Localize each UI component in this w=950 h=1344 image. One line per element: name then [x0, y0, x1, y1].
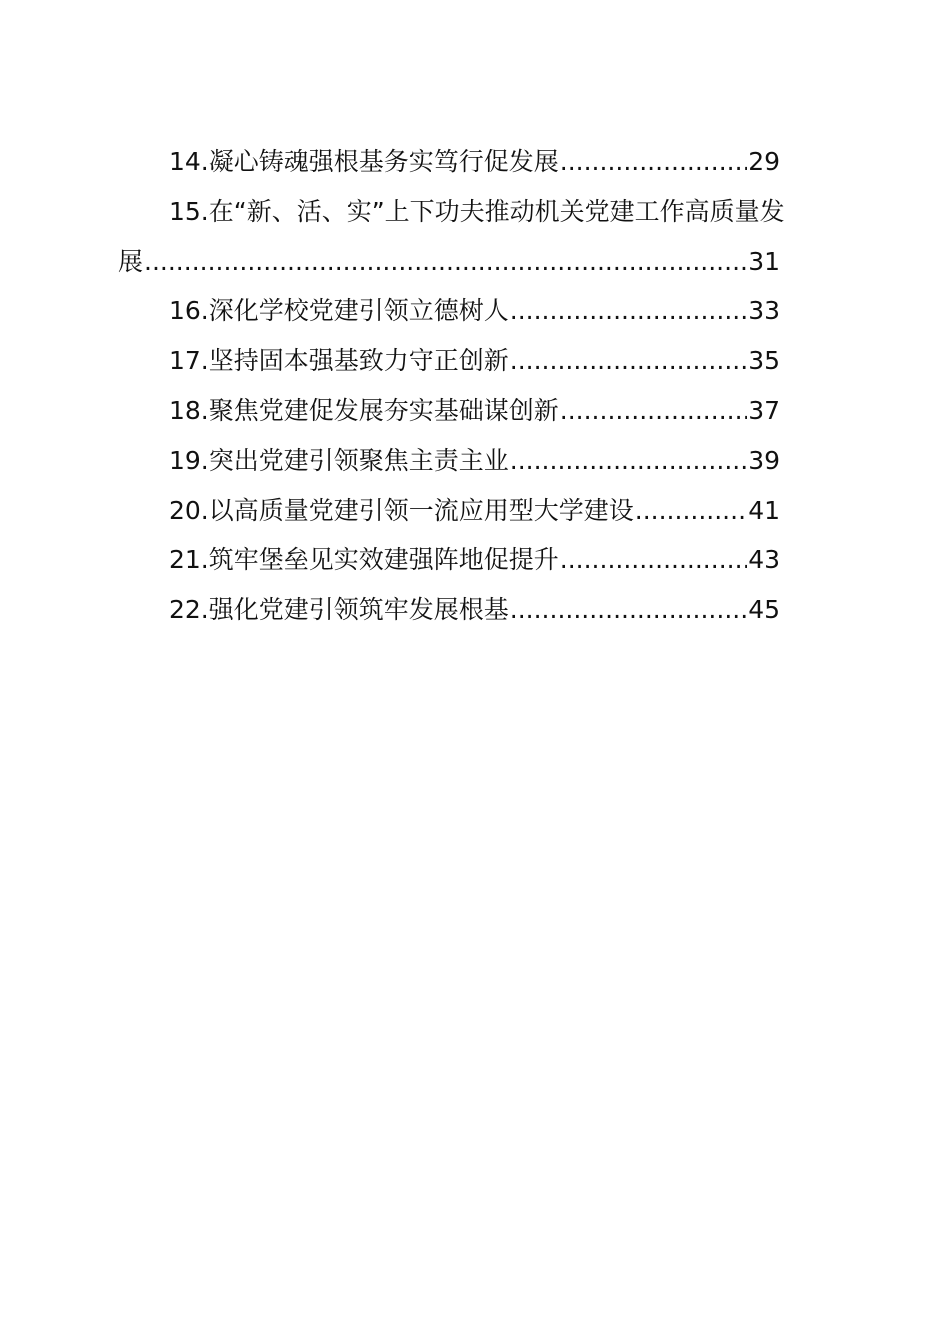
dot-leader: [510, 436, 747, 486]
toc-entry-page: 41: [748, 495, 780, 525]
toc-entry-title: 17.坚持固本强基致力守正创新: [169, 346, 509, 376]
toc-entry[interactable]: [118, 137, 780, 187]
dot-leader: [510, 585, 747, 635]
dot-leader: [144, 237, 747, 287]
toc-entry[interactable]: [118, 585, 780, 635]
dot-leader: [510, 336, 747, 386]
toc-entry-title: 18.聚焦党建促发展夯实基础谋创新: [169, 395, 559, 425]
toc-entry-title-line2: 展: [118, 246, 144, 276]
dot-leader: [510, 286, 747, 336]
toc-entry[interactable]: [118, 486, 780, 536]
table-of-contents: [118, 137, 785, 635]
toc-entry-page: 39: [748, 445, 780, 475]
dot-leader: [560, 386, 747, 436]
toc-entry-title: 22.强化党建引领筑牢发展根基: [169, 595, 509, 625]
toc-entry[interactable]: [118, 535, 780, 585]
toc-entry[interactable]: [118, 336, 780, 386]
toc-entry-page: 37: [748, 395, 780, 425]
toc-entry-page: 31: [748, 246, 780, 276]
toc-entry-page: 45: [748, 595, 780, 625]
toc-entry-title-line1[interactable]: 15.在“新、活、实”上下功夫推动机关党建工作高质量发: [169, 196, 785, 226]
dot-leader: [560, 137, 747, 187]
dot-leader: [560, 535, 747, 585]
toc-entry[interactable]: [118, 436, 780, 486]
toc-entry-title: 14.凝心铸魂强根基务实笃行促发展: [169, 147, 559, 176]
toc-entry[interactable]: [118, 237, 780, 287]
toc-entry-page: 43: [748, 545, 780, 575]
toc-entry-page: 33: [748, 296, 780, 326]
toc-entry-title: 21.筑牢堡垒见实效建强阵地促提升: [169, 545, 559, 575]
toc-entry-title: 20.以高质量党建引领一流应用型大学建设: [169, 495, 634, 525]
dot-leader: [635, 486, 747, 536]
toc-entry-title: 19.突出党建引领聚焦主责主业: [169, 445, 509, 475]
toc-entry[interactable]: [118, 286, 780, 336]
toc-entry[interactable]: [118, 386, 780, 436]
toc-entry-title: 16.深化学校党建引领立德树人: [169, 296, 509, 326]
toc-entry-page: 35: [748, 346, 780, 376]
toc-entry-page: 29: [748, 147, 780, 176]
